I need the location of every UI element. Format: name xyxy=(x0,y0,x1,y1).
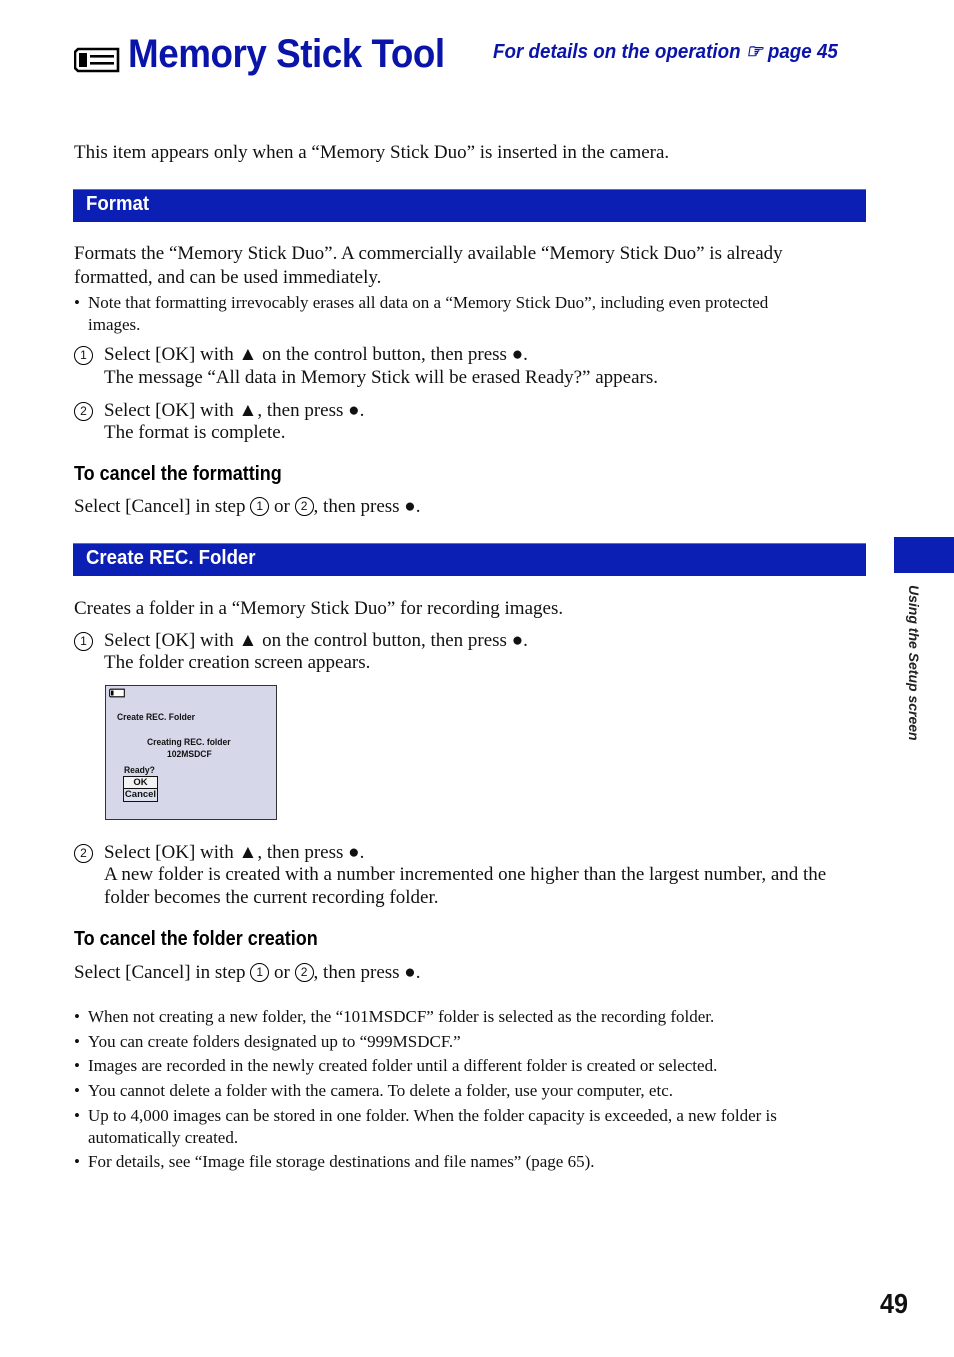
page-number: 49 xyxy=(880,1288,909,1319)
memory-stick-icon xyxy=(74,46,120,74)
note-text-continued: automatically created. xyxy=(88,1128,239,1147)
cancel-text-post: , then press ●. xyxy=(313,962,421,983)
format-step-1-line2: The message “All data in Memory Stick will be erased Ready?” appears. xyxy=(104,367,658,388)
note-bullet: • xyxy=(74,1032,80,1051)
step-ref-1: 1 xyxy=(250,497,269,516)
format-step-2-line2: The format is complete. xyxy=(104,422,286,443)
format-note-bullet: • xyxy=(74,293,80,312)
step-ref-2: 2 xyxy=(295,963,314,982)
cancel-folder-creation-heading: To cancel the folder creation xyxy=(74,928,318,950)
note-item xyxy=(74,1031,854,1053)
step-number-1: 1 xyxy=(74,346,93,365)
cancel-text-or: or xyxy=(273,496,290,517)
create-folder-step-2-line1: Select [OK] with ▲, then press ●. xyxy=(104,842,365,863)
camera-screen-illustration xyxy=(105,685,277,820)
step-number-2: 2 xyxy=(74,402,93,421)
screen-message-line1: Creating REC. folder xyxy=(147,737,231,748)
note-item xyxy=(74,1080,854,1102)
step-ref-1: 1 xyxy=(250,963,269,982)
cancel-text-post: , then press ●. xyxy=(313,496,421,517)
note-bullet: • xyxy=(74,1152,80,1171)
format-step-2 xyxy=(74,399,854,449)
note-text: When not creating a new folder, the “101MSDCF” folder is selected as the recording folder. xyxy=(88,1007,715,1026)
format-note-line1: Note that formatting irrevocably erases all data on a “Memory Stick Duo”, including even protected xyxy=(88,293,769,312)
screen-ready-prompt: Ready? xyxy=(124,765,155,776)
cancel-formatting-text xyxy=(74,495,421,519)
cancel-formatting-heading: To cancel the formatting xyxy=(74,463,282,485)
sidebar-label-text: Using the Setup screen xyxy=(906,585,922,741)
note-item xyxy=(74,1151,854,1173)
format-step-1 xyxy=(74,343,854,393)
sidebar-section-tab xyxy=(894,537,954,573)
memory-stick-icon xyxy=(109,688,125,698)
step-number-2: 2 xyxy=(74,844,93,863)
screen-message-line2: 102MSDCF xyxy=(167,749,212,760)
note-text: You cannot delete a folder with the camera. To delete a folder, use your computer, etc. xyxy=(88,1081,673,1100)
note-bullet: • xyxy=(74,1081,80,1100)
format-description-line1: Formats the “Memory Stick Duo”. A commercially available “Memory Stick Duo” is already xyxy=(74,243,783,264)
note-text: Up to 4,000 images can be stored in one folder. When the folder capacity is exceeded, a new folder is xyxy=(88,1106,777,1125)
format-step-2-line1: Select [OK] with ▲, then press ●. xyxy=(104,400,365,421)
create-folder-step-1-line2: The folder creation screen appears. xyxy=(104,652,371,673)
cancel-folder-creation-text xyxy=(74,961,421,985)
note-text: You can create folders designated up to “999MSDCF.” xyxy=(88,1032,461,1051)
note-bullet: • xyxy=(74,1007,80,1026)
cancel-text-pre: Select [Cancel] in step xyxy=(74,496,246,517)
cancel-text-pre: Select [Cancel] in step xyxy=(74,962,246,983)
format-description-line2: formatted, and can be used immediately. xyxy=(74,267,382,288)
screen-ok-option: OK xyxy=(123,776,158,790)
section-heading-format: Format xyxy=(86,193,150,215)
format-step-1-line1: Select [OK] with ▲ on the control button, then press ●. xyxy=(104,344,528,365)
create-folder-step-2 xyxy=(74,841,874,913)
step-ref-2: 2 xyxy=(295,497,314,516)
section-bar-format xyxy=(73,189,866,222)
create-folder-step-1 xyxy=(74,629,854,679)
screen-cancel-option: Cancel xyxy=(124,789,157,800)
create-folder-description: Creates a folder in a “Memory Stick Duo” for recording images. xyxy=(74,598,564,619)
note-item xyxy=(74,1105,854,1149)
format-note-line2: images. xyxy=(88,315,141,334)
create-folder-step-1-line1: Select [OK] with ▲ on the control button, then press ●. xyxy=(104,630,528,651)
cancel-text-or: or xyxy=(273,962,290,983)
note-text: For details, see “Image file storage destinations and file names” (page 65). xyxy=(88,1152,595,1171)
section-heading-create-folder: Create REC. Folder xyxy=(86,547,256,569)
intro-text: This item appears only when a “Memory Stick Duo” is inserted in the camera. xyxy=(74,142,670,163)
page-title: Memory Stick Tool xyxy=(128,32,445,76)
operation-reference: For details on the operation ☞ page 45 xyxy=(493,41,838,63)
create-folder-step-2-line2: A new folder is created with a number incremented one higher than the largest number, and the xyxy=(104,864,827,885)
sidebar-section-label xyxy=(902,585,924,775)
note-text: Images are recorded in the newly created folder until a different folder is created or selected. xyxy=(88,1056,718,1075)
note-bullet: • xyxy=(74,1056,80,1075)
note-item xyxy=(74,1055,854,1077)
note-item xyxy=(74,1006,854,1028)
create-folder-step-2-line3: folder becomes the current recording folder. xyxy=(104,887,439,908)
section-bar-create-folder xyxy=(73,543,866,576)
note-bullet: • xyxy=(74,1106,80,1125)
step-number-1: 1 xyxy=(74,632,93,651)
screen-title: Create REC. Folder xyxy=(117,712,195,723)
